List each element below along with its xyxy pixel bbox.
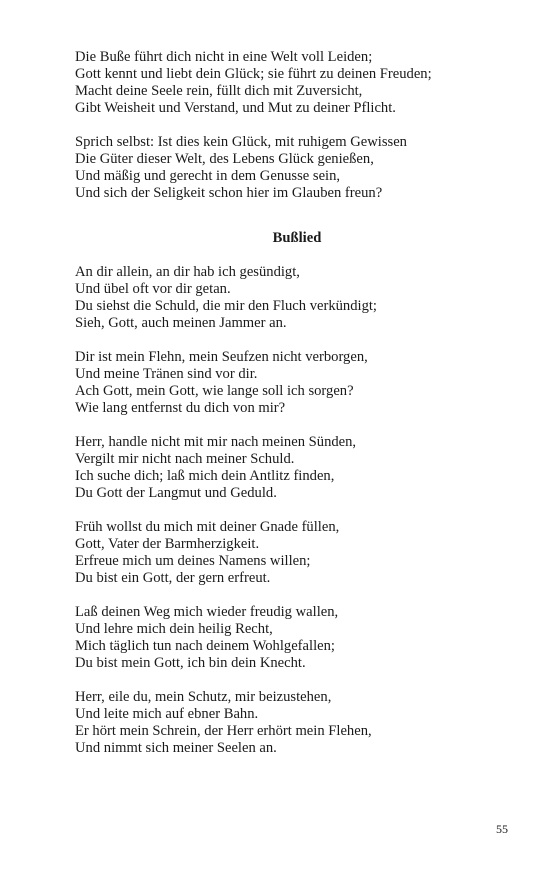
verse-line: Gibt Weisheit und Verstand, und Mut zu deiner Pflicht.: [75, 100, 396, 116]
stanza: [75, 519, 515, 587]
verse-line: An dir allein, an dir hab ich gesündigt,: [75, 264, 300, 280]
verse-line: Und meine Tränen sind vor dir.: [75, 366, 258, 382]
verse-line: Du bist mein Gott, ich bin dein Knecht.: [75, 655, 306, 671]
page-number: 55: [496, 822, 508, 836]
stanza: [75, 349, 515, 417]
verse-line: Vergilt mir nicht nach meiner Schuld.: [75, 451, 295, 467]
stanza: [75, 604, 515, 672]
verse-line: Laß deinen Weg mich wieder freudig wallen,: [75, 604, 339, 620]
verse-line: Gott, Vater der Barmherzigkeit.: [75, 536, 260, 552]
verse-line: Herr, eile du, mein Schutz, mir beizustehen,: [75, 689, 332, 705]
verse-line: Sprich selbst: Ist dies kein Glück, mit ruhigem Gewissen: [75, 134, 407, 150]
stanza: [75, 134, 515, 202]
stanzas-before: [75, 49, 515, 202]
stanza: [75, 689, 515, 757]
verse-line: Und lehre mich dein heilig Recht,: [75, 621, 273, 637]
verse-line: Du bist ein Gott, der gern erfreut.: [75, 570, 271, 586]
verse-line: Ach Gott, mein Gott, wie lange soll ich sorgen?: [75, 383, 354, 399]
verse-line: Gott kennt und liebt dein Glück; sie führt zu deinen Freuden;: [75, 66, 432, 82]
verse-line: Und sich der Seligkeit schon hier im Glauben freun?: [75, 185, 383, 201]
verse-line: Du siehst die Schuld, die mir den Fluch verkündigt;: [75, 298, 377, 314]
verse-line: Und nimmt sich meiner Seelen an.: [75, 740, 277, 756]
verse-line: Mich täglich tun nach deinem Wohlgefallen;: [75, 638, 335, 654]
verse-line: Macht deine Seele rein, füllt dich mit Zuversicht,: [75, 83, 363, 99]
stanza: [75, 264, 515, 332]
verse-line: Du Gott der Langmut und Geduld.: [75, 485, 277, 501]
stanza: [75, 49, 515, 117]
verse-line: Früh wollst du mich mit deiner Gnade füllen,: [75, 519, 340, 535]
verse-line: Ich suche dich; laß mich dein Antlitz finden,: [75, 468, 335, 484]
verse-line: Und übel oft vor dir getan.: [75, 281, 231, 297]
verse-line: Erfreue mich um deines Namens willen;: [75, 553, 311, 569]
poem-text: [75, 49, 515, 774]
stanza: [75, 434, 515, 502]
verse-line: Wie lang entfernst du dich von mir?: [75, 400, 286, 416]
verse-line: Sieh, Gott, auch meinen Jammer an.: [75, 315, 287, 331]
verse-line: Herr, handle nicht mit mir nach meinen Sünden,: [75, 434, 357, 450]
verse-line: Die Güter dieser Welt, des Lebens Glück genießen,: [75, 151, 374, 167]
verse-line: Die Buße führt dich nicht in eine Welt voll Leiden;: [75, 49, 373, 65]
verse-line: Er hört mein Schrein, der Herr erhört mein Flehen,: [75, 723, 372, 739]
verse-line: Und mäßig und gerecht in dem Genusse sein,: [75, 168, 341, 184]
stanzas-after: [75, 264, 515, 757]
poem-title: Bußlied: [272, 230, 322, 246]
verse-line: Dir ist mein Flehn, mein Seufzen nicht verborgen,: [75, 349, 368, 365]
verse-line: Und leite mich auf ebner Bahn.: [75, 706, 259, 722]
